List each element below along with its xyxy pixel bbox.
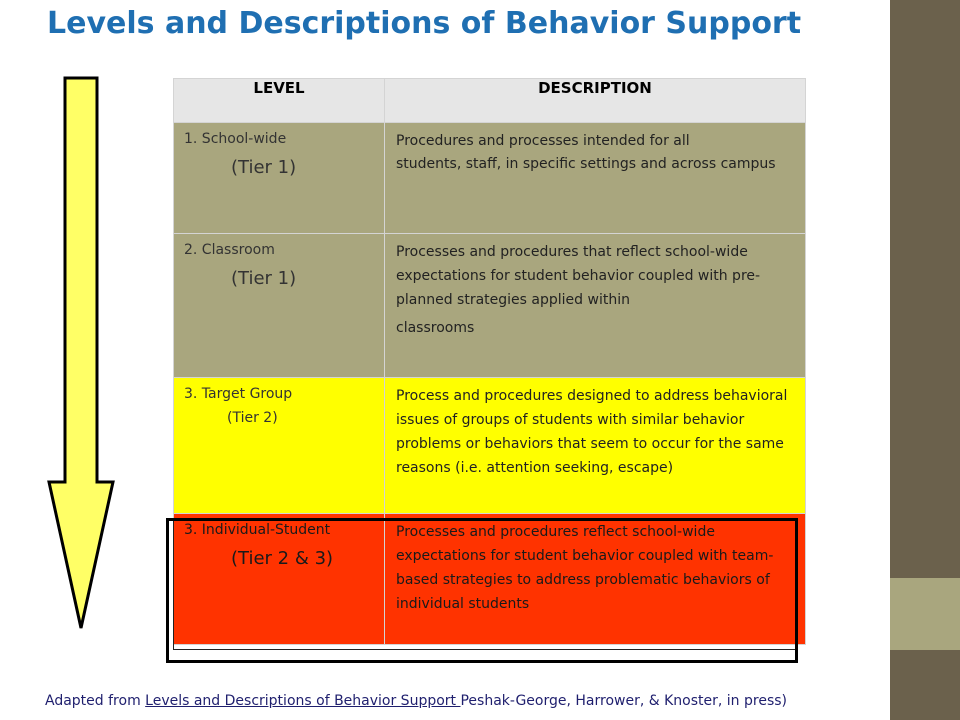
description-line: students, staff, in specific settings and across campus — [396, 156, 776, 172]
table-row — [174, 123, 806, 234]
level-cell — [174, 514, 385, 645]
description-line: Procedures and processes intended for all — [396, 133, 690, 149]
footer-prefix: Adapted from — [45, 693, 146, 709]
level-cell — [174, 123, 385, 234]
description-cell — [385, 234, 806, 378]
description-cell — [385, 123, 806, 234]
description-line: Processes and procedures reflect school-wide expectations for student behavior coupled with team-based strategies to address problematic behaviors of individual students — [396, 524, 774, 612]
level-name: 1. School-wide — [184, 131, 287, 147]
header-level: LEVEL — [174, 79, 385, 123]
table-row — [174, 514, 806, 645]
level-cell — [174, 234, 385, 378]
level-name: 3. Target Group — [184, 386, 293, 402]
tier-label: (Tier 2) — [227, 410, 278, 426]
side-bar-bottom — [890, 650, 960, 720]
down-arrow-icon — [45, 76, 117, 632]
table-row — [174, 378, 806, 514]
table-row — [174, 234, 806, 378]
level-name: 3. Individual-Student — [184, 522, 331, 538]
side-bar-top — [890, 0, 960, 578]
footer-source-link[interactable]: Levels and Descriptions of Behavior Support — [145, 693, 461, 709]
tier-label: (Tier 1) — [231, 268, 297, 289]
slide-title: Levels and Descriptions of Behavior Support — [47, 6, 802, 41]
description-line: Processes and procedures that reflect school-wide expectations for student behavior coupled with pre-planned strategies applied within — [396, 244, 761, 308]
tier-label: (Tier 2 & 3) — [231, 548, 334, 569]
tier-label: (Tier 1) — [231, 157, 297, 178]
levels-table — [173, 78, 806, 645]
description-line: classrooms — [396, 320, 475, 336]
description-cell — [385, 514, 806, 645]
side-bar-accent — [890, 578, 960, 650]
header-description: DESCRIPTION — [385, 79, 806, 123]
footer-citation — [45, 693, 787, 709]
level-cell — [174, 378, 385, 514]
description-cell — [385, 378, 806, 514]
footer-suffix: Peshak-George, Harrower, & Knoster, in press) — [460, 693, 787, 709]
description-line: Process and procedures designed to address behavioral issues of groups of students with similar behavior problems or behaviors that seem to occur for the same reasons (i.e. attention seeking, escape) — [396, 388, 788, 476]
table-header-row — [174, 79, 806, 123]
level-name: 2. Classroom — [184, 242, 275, 258]
